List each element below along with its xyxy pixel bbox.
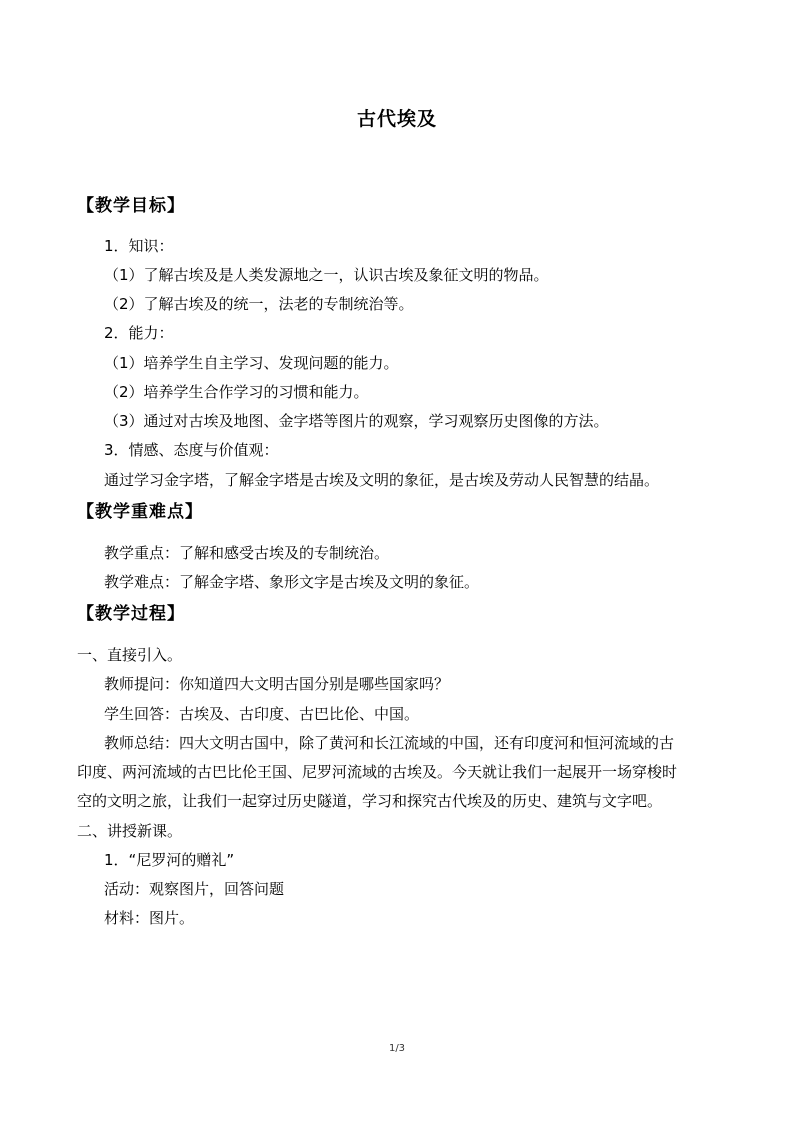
teacher-question: 教师提问：你知道四大文明古国分别是哪些国家吗？ [104, 675, 450, 693]
lesson-item: 1．“尼罗河的赠礼” [104, 851, 235, 869]
section-heading-process: 【教学过程】 [77, 604, 185, 624]
ability-item: （2）培养学生合作学习的习惯和能力。 [104, 383, 369, 401]
activity-text: 活动：观察图片，回答问题 [104, 880, 285, 898]
summary-line: 印度、两河流域的古巴比伦王国、尼罗河流域的古埃及。今天就让我们一起展开一场穿梭时 [77, 763, 678, 781]
summary-line: 教师总结：四大文明古国中，除了黄河和长江流域的中国，还有印度河和恒河流域的古 [104, 734, 675, 752]
ability-item: （3）通过对古埃及地图、金字塔等图片的观察，学习观察历史图像的方法。 [104, 412, 609, 430]
page-title: 古代埃及 [356, 108, 437, 130]
knowledge-label: 1．知识： [104, 237, 174, 255]
emotion-text: 通过学习金字塔，了解金字塔是古埃及文明的象征，是古埃及劳动人民智慧的结晶。 [104, 471, 660, 489]
summary-line: 空的文明之旅，让我们一起穿过历史隧道，学习和探究古代埃及的历史、建筑与文字吧。 [77, 792, 663, 810]
part-title: 二、讲授新课。 [77, 822, 183, 840]
section-heading-key-points: 【教学重难点】 [77, 502, 203, 522]
difficult-point: 教学难点：了解金字塔、象形文字是古埃及文明的象征。 [104, 573, 480, 591]
key-point: 教学重点：了解和感受古埃及的专制统治。 [104, 544, 390, 562]
ability-label: 2．能力： [104, 324, 174, 342]
student-answer: 学生回答：古埃及、古印度、古巴比伦、中国。 [104, 705, 420, 723]
knowledge-item: （1）了解古埃及是人类发源地之一，认识古埃及象征文明的物品。 [104, 266, 549, 284]
page-number: 1/3 [388, 1043, 406, 1054]
section-heading-goals: 【教学目标】 [77, 196, 185, 216]
knowledge-item: （2）了解古埃及的统一，法老的专制统治等。 [104, 295, 414, 313]
emotion-label: 3．情感、态度与价值观： [104, 441, 279, 459]
ability-item: （1）培养学生自主学习、发现问题的能力。 [104, 354, 399, 372]
material-text: 材料：图片。 [104, 909, 195, 927]
part-title: 一、直接引入。 [77, 646, 183, 664]
